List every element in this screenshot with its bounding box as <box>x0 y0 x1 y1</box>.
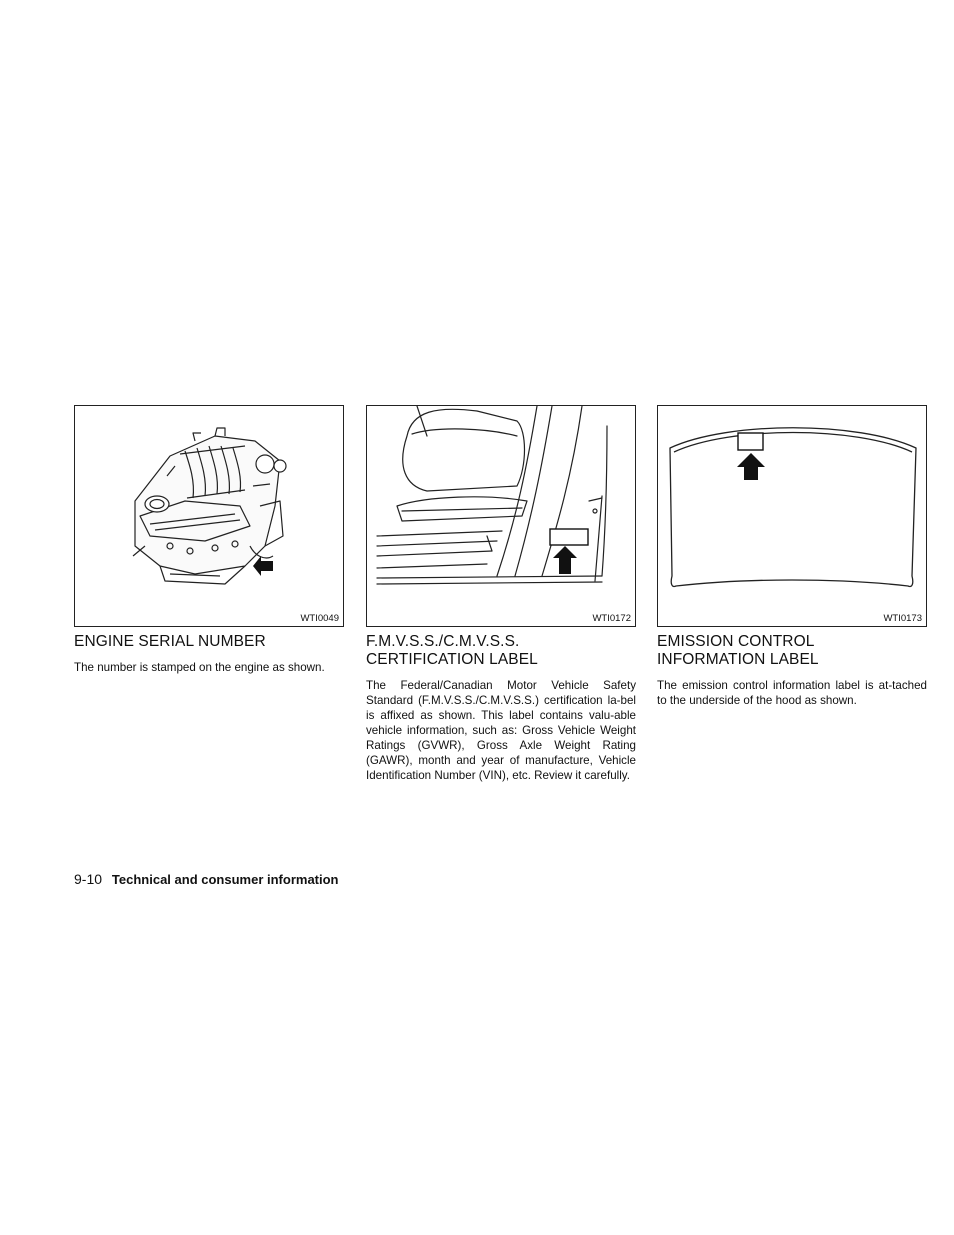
figure-code: WTI0172 <box>592 613 631 624</box>
figure-code: WTI0173 <box>883 613 922 624</box>
section-emission-control-label <box>657 405 927 708</box>
hood-illustration-icon <box>658 406 926 626</box>
section-heading <box>74 633 344 651</box>
hood-figure <box>657 405 927 627</box>
heading-line: EMISSION CONTROL <box>657 633 815 650</box>
section-body: The Federal/Canadian Motor Vehicle Safety Standard (F.M.V.S.S./C.M.V.S.S.) certification la-bel is affixed as shown. This label contains valu-able vehicle information, such as: Gross Vehicle Weight Ratings (GVWR), Gross Axle Weight Rating (GAWR), month and year of manufacture, Vehicle Identification Number (VIN), etc. Review it carefully. <box>366 679 636 782</box>
section-certification-label <box>366 405 636 783</box>
section-body: The number is stamped on the engine as shown. <box>74 661 325 674</box>
heading-line: INFORMATION LABEL <box>657 651 819 668</box>
door-pillar-figure <box>366 405 636 627</box>
engine-figure <box>74 405 344 627</box>
page-number: 9-10 <box>74 871 103 887</box>
engine-illustration-icon <box>75 406 343 626</box>
section-body: The emission control information label is at-tached to the underside of the hood as shown. <box>657 679 927 707</box>
section-engine-serial-number <box>74 405 344 675</box>
heading-line: F.M.V.S.S./C.M.V.S.S. <box>366 633 520 650</box>
section-heading <box>657 633 927 669</box>
page-footer <box>74 871 339 887</box>
heading-line: CERTIFICATION LABEL <box>366 651 538 668</box>
heading-line: ENGINE SERIAL NUMBER <box>74 633 266 650</box>
section-title: Technical and consumer information <box>111 872 339 887</box>
figure-code: WTI0049 <box>300 613 339 624</box>
door-pillar-illustration-icon <box>367 406 635 626</box>
section-heading <box>366 633 636 669</box>
